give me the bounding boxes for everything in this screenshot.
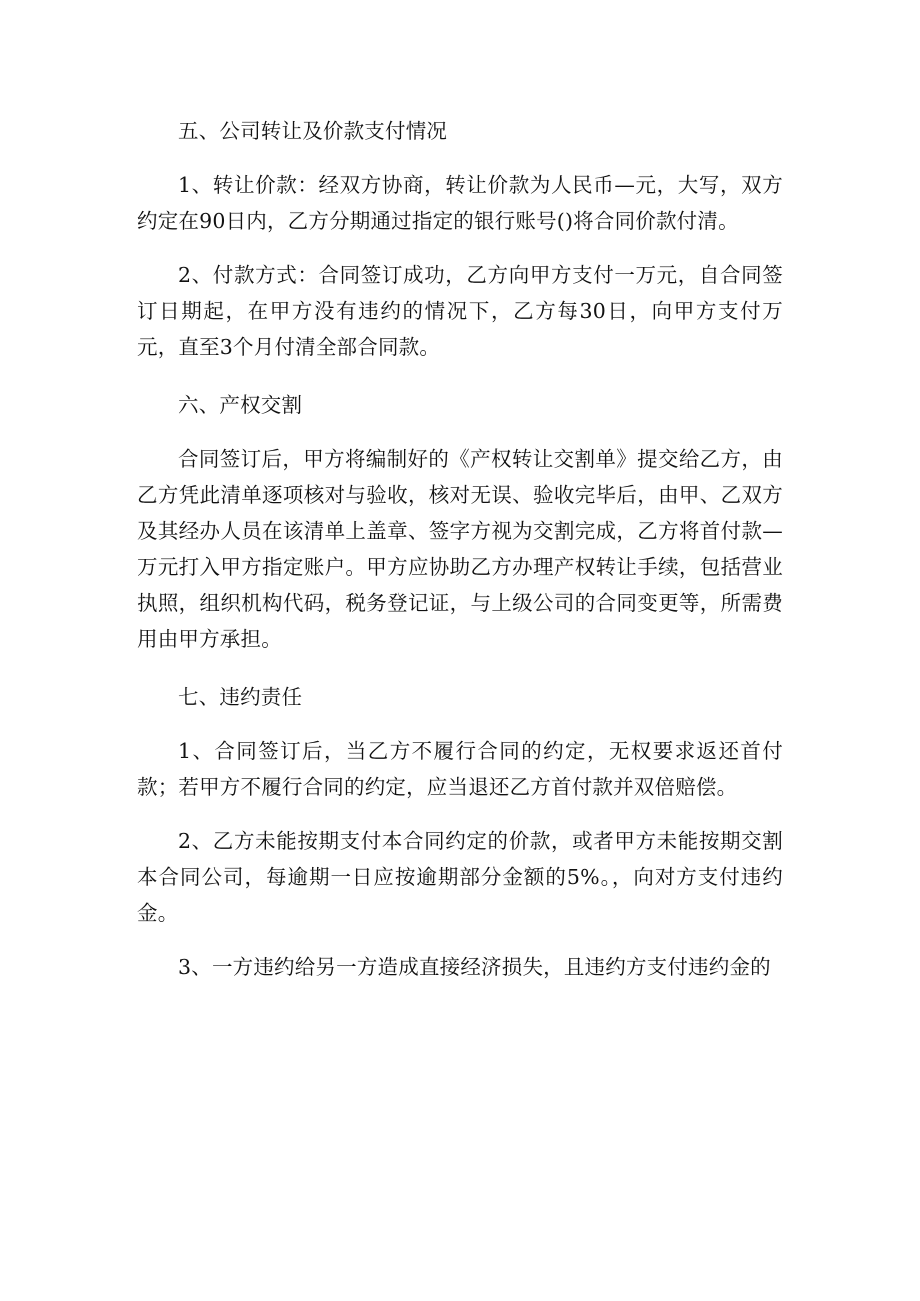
section-7-title: 七、违约责任	[178, 685, 303, 709]
section-5-paragraph-2: 2、付款方式：合同签订成功，乙方向甲方支付一万元，自合同签订日期起，在甲方没有违约的情况下，乙方每30日，向甲方支付万元，直至3个月付清全部合同款。	[137, 263, 783, 359]
section-6-title: 六、产权交割	[178, 393, 303, 417]
section-6-paragraph-1: 合同签订后，甲方将编制好的《产权转让交割单》提交给乙方，由乙方凭此清单逐项核对与验收，核对无误、验收完毕后，由甲、乙双方及其经办人员在该清单上盖章、签字方视为交割完成，乙方将首付款—万元打入甲方指定账户。甲方应协助乙方办理产权转让手续，包括营业执照，组织机构代码，税务登记证，与上级公司的合同变更等，所需费用由甲方承担。	[137, 447, 783, 651]
document-body	[137, 113, 783, 1003]
section-5-title: 五、公司转让及价款支付情况	[178, 119, 448, 143]
section-5-paragraph-1: 1、转让价款：经双方协商，转让价款为人民币—元，大写，双方约定在90日内，乙方分期通过指定的银行账号()将合同价款付清。	[137, 173, 783, 233]
section-7-paragraph-1: 1、合同签订后，当乙方不履行合同的约定，无权要求返还首付款；若甲方不履行合同的约定，应当退还乙方首付款并双倍赔偿。	[137, 739, 783, 799]
section-7-paragraph-3: 3、一方违约给另一方造成直接经济损失，且违约方支付违约金的	[178, 955, 771, 979]
section-7-paragraph-2: 2、乙方未能按期支付本合同约定的价款，或者甲方未能按期交割本合同公司，每逾期一日应按逾期部分金额的5%。，向对方支付违约金。	[137, 829, 783, 925]
